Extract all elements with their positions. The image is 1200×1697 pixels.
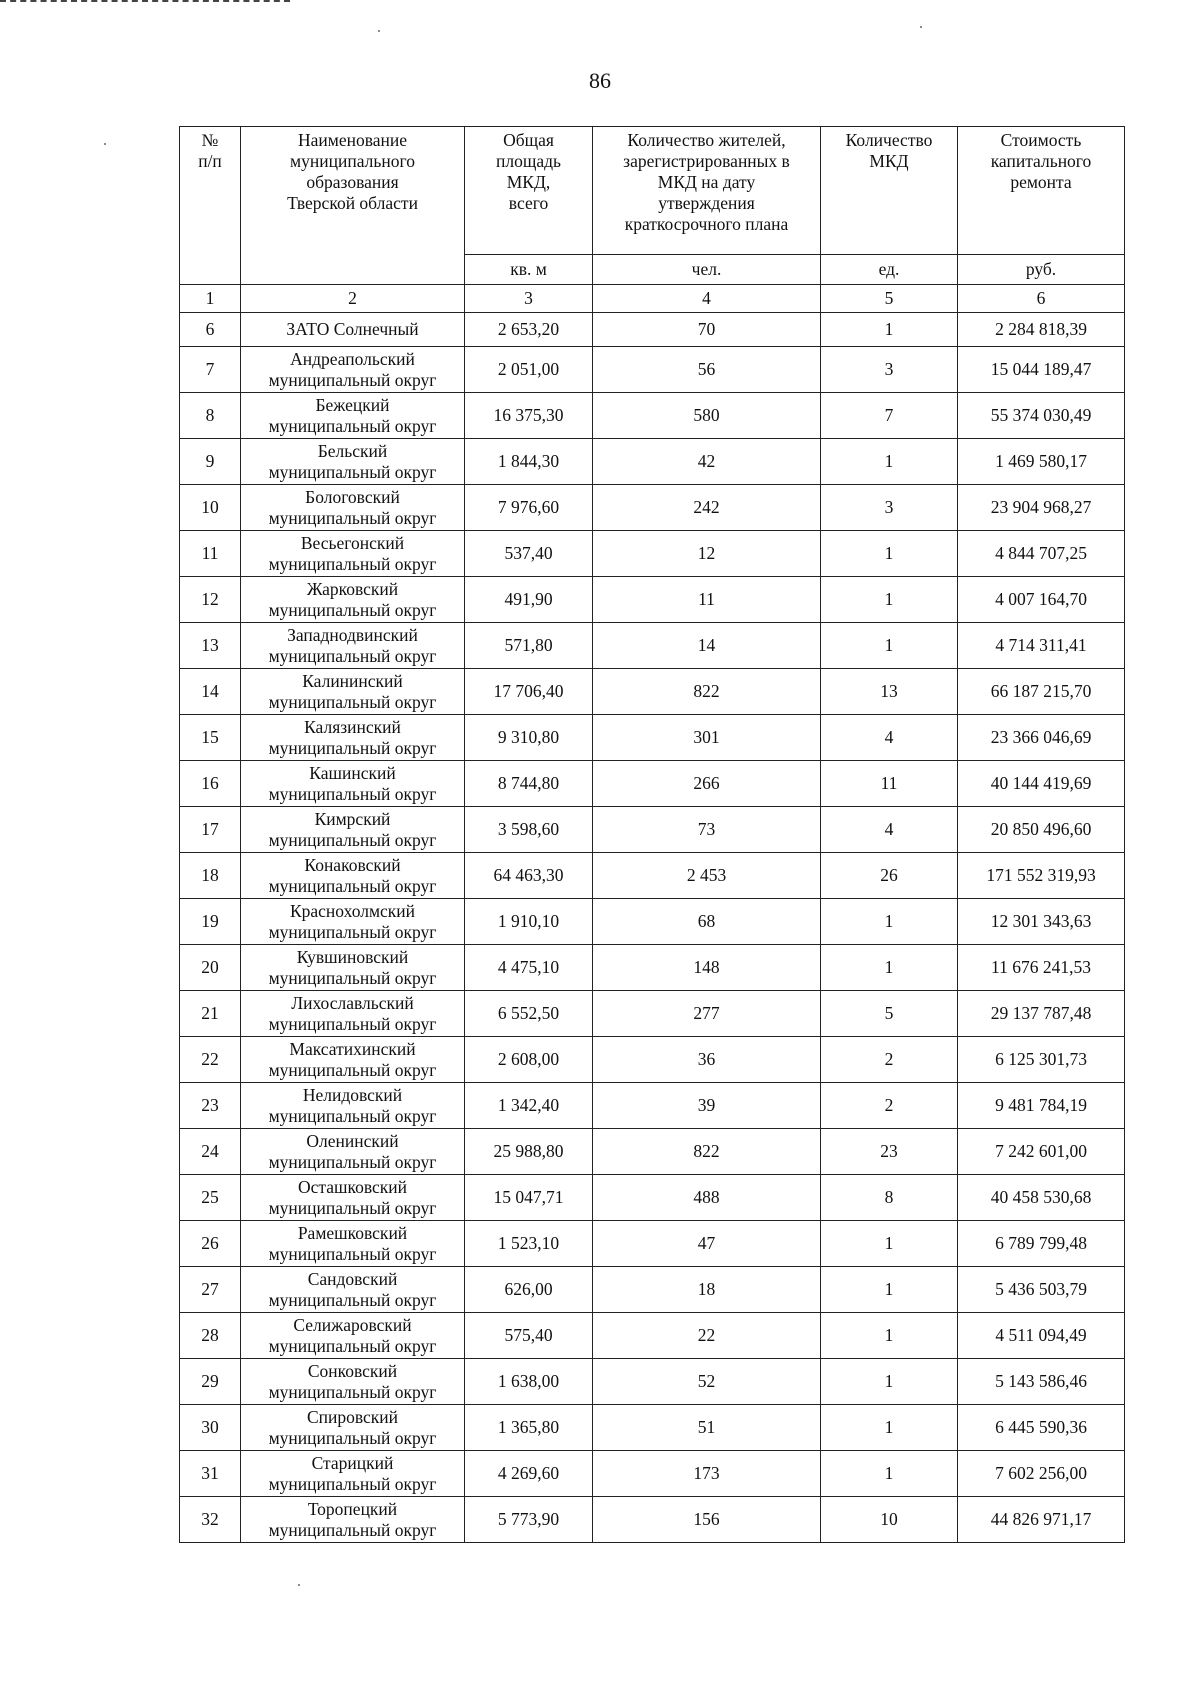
area-cell: 1 910,10 [465, 899, 593, 945]
header-line: муниципального [290, 151, 415, 171]
table-row [180, 807, 1125, 853]
header-line: Стоимость [1000, 130, 1082, 150]
municipality-name-cell [241, 669, 465, 715]
row-number-cell: 12 [180, 577, 241, 623]
mkd-count-cell: 7 [821, 393, 958, 439]
area-cell: 15 047,71 [465, 1175, 593, 1221]
area-cell: 7 976,60 [465, 485, 593, 531]
table-row [180, 945, 1125, 991]
municipality-name-line: Спировский [306, 1407, 399, 1428]
area-cell: 6 552,50 [465, 991, 593, 1037]
mkd-count-cell: 26 [821, 853, 958, 899]
header-cell-mkd-count [821, 127, 958, 255]
table-row [180, 1175, 1125, 1221]
municipality-name-line: Максатихинский [289, 1039, 416, 1060]
cost-cell: 171 552 319,93 [958, 853, 1125, 899]
scan-speck [104, 143, 106, 145]
municipality-name-cell [241, 313, 465, 347]
municipality-name-line: Западнодвинский [287, 625, 418, 646]
residents-cell: 18 [593, 1267, 821, 1313]
municipality-name-cell [241, 1083, 465, 1129]
mkd-count-cell: 1 [821, 623, 958, 669]
table-row [180, 1405, 1125, 1451]
mkd-count-cell: 3 [821, 485, 958, 531]
unit-residents: чел. [593, 255, 821, 285]
area-cell: 17 706,40 [465, 669, 593, 715]
cost-cell: 5 436 503,79 [958, 1267, 1125, 1313]
mkd-count-cell: 1 [821, 945, 958, 991]
area-cell: 2 051,00 [465, 347, 593, 393]
municipality-name-cell [241, 1313, 465, 1359]
mkd-count-cell: 13 [821, 669, 958, 715]
municipality-name-line: Рамешковский [297, 1223, 408, 1244]
municipality-name-line: Бологовский [305, 487, 400, 508]
residents-cell: 56 [593, 347, 821, 393]
table-row [180, 761, 1125, 807]
row-number-cell: 13 [180, 623, 241, 669]
page-number: 86 [589, 68, 611, 93]
mkd-count-cell: 1 [821, 1405, 958, 1451]
mkd-count-cell: 1 [821, 899, 958, 945]
municipality-name-cell [241, 485, 465, 531]
residents-cell: 266 [593, 761, 821, 807]
area-cell: 1 342,40 [465, 1083, 593, 1129]
residents-cell: 68 [593, 899, 821, 945]
row-number-cell: 7 [180, 347, 241, 393]
municipality-name-line: муниципальный округ [268, 1519, 437, 1540]
mkd-count-cell: 1 [821, 313, 958, 347]
cost-cell: 11 676 241,53 [958, 945, 1125, 991]
municipality-name-line: муниципальный округ [268, 875, 437, 896]
residents-cell: 42 [593, 439, 821, 485]
municipality-name-line: Бельский [317, 441, 388, 462]
row-number-cell: 6 [180, 313, 241, 347]
mkd-count-cell: 8 [821, 1175, 958, 1221]
residents-cell: 36 [593, 1037, 821, 1083]
row-number-cell: 22 [180, 1037, 241, 1083]
capital-repair-table [179, 126, 1125, 1543]
header-cell-residents [593, 127, 821, 255]
municipality-name-cell [241, 807, 465, 853]
mkd-count-cell: 1 [821, 1267, 958, 1313]
municipality-name-line: Оленинский [306, 1131, 399, 1152]
cost-cell: 6 789 799,48 [958, 1221, 1125, 1267]
table-row [180, 485, 1125, 531]
municipality-name-line: муниципальный округ [268, 1381, 437, 1402]
header-line: п/п [198, 151, 222, 171]
area-cell: 3 598,60 [465, 807, 593, 853]
row-number-cell: 25 [180, 1175, 241, 1221]
cost-cell: 29 137 787,48 [958, 991, 1125, 1037]
cost-cell: 9 481 784,19 [958, 1083, 1125, 1129]
table-row [180, 853, 1125, 899]
header-line: Общая [503, 130, 554, 150]
municipality-name-line: муниципальный округ [268, 737, 437, 758]
residents-cell: 52 [593, 1359, 821, 1405]
scan-speck [298, 1584, 300, 1586]
unit-mkd: ед. [821, 255, 958, 285]
mkd-count-cell: 2 [821, 1083, 958, 1129]
area-cell: 626,00 [465, 1267, 593, 1313]
mkd-count-cell: 11 [821, 761, 958, 807]
municipality-name-line: муниципальный округ [268, 415, 437, 436]
table-row [180, 899, 1125, 945]
mkd-count-cell: 4 [821, 807, 958, 853]
municipality-name-line: муниципальный округ [268, 1473, 437, 1494]
municipality-name-line: Конаковский [304, 855, 401, 876]
table-row [180, 1451, 1125, 1497]
residents-cell: 22 [593, 1313, 821, 1359]
municipality-name-cell [241, 899, 465, 945]
header-line: утверждения [658, 193, 755, 213]
row-number-cell: 19 [180, 899, 241, 945]
cost-cell: 23 366 046,69 [958, 715, 1125, 761]
residents-cell: 2 453 [593, 853, 821, 899]
header-row [180, 127, 1125, 255]
row-number-cell: 16 [180, 761, 241, 807]
municipality-name-cell [241, 1175, 465, 1221]
cost-cell: 23 904 968,27 [958, 485, 1125, 531]
municipality-name-line: муниципальный округ [268, 1427, 437, 1448]
municipality-name-line: муниципальный округ [268, 369, 437, 390]
table-row [180, 347, 1125, 393]
area-cell: 537,40 [465, 531, 593, 577]
municipality-name-line: муниципальный округ [268, 967, 437, 988]
unit-cost: руб. [958, 255, 1125, 285]
municipality-name-cell [241, 1037, 465, 1083]
residents-cell: 277 [593, 991, 821, 1037]
header-line: всего [508, 193, 549, 213]
row-number-cell: 14 [180, 669, 241, 715]
municipality-name-line: ЗАТО Солнечный [286, 319, 419, 340]
cost-cell: 4 844 707,25 [958, 531, 1125, 577]
table-row [180, 623, 1125, 669]
table-row [180, 577, 1125, 623]
table-row [180, 991, 1125, 1037]
row-number-cell: 17 [180, 807, 241, 853]
table-row [180, 1267, 1125, 1313]
header-cell-area [465, 127, 593, 255]
row-number-cell: 30 [180, 1405, 241, 1451]
mkd-count-cell: 4 [821, 715, 958, 761]
row-number-cell: 32 [180, 1497, 241, 1543]
area-cell: 491,90 [465, 577, 593, 623]
column-number: 1 [180, 285, 241, 313]
cost-cell: 55 374 030,49 [958, 393, 1125, 439]
header-line: Количество [845, 130, 933, 150]
area-cell: 571,80 [465, 623, 593, 669]
residents-cell: 39 [593, 1083, 821, 1129]
municipality-name-line: муниципальный округ [268, 461, 437, 482]
table-row [180, 1129, 1125, 1175]
table-row [180, 531, 1125, 577]
row-number-cell: 24 [180, 1129, 241, 1175]
residents-cell: 51 [593, 1405, 821, 1451]
row-number-cell: 29 [180, 1359, 241, 1405]
column-number: 3 [465, 285, 593, 313]
header-line: образования [306, 172, 399, 192]
table-row [180, 313, 1125, 347]
municipality-name-line: Краснохолмский [289, 901, 416, 922]
row-number-cell: 20 [180, 945, 241, 991]
municipality-name-line: Сандовский [307, 1269, 398, 1290]
mkd-count-cell: 1 [821, 577, 958, 623]
mkd-count-cell: 2 [821, 1037, 958, 1083]
table-row [180, 669, 1125, 715]
municipality-name-cell [241, 1497, 465, 1543]
municipality-name-line: Осташковский [297, 1177, 408, 1198]
cost-cell: 7 242 601,00 [958, 1129, 1125, 1175]
municipality-name-line: муниципальный округ [268, 1151, 437, 1172]
cost-cell: 66 187 215,70 [958, 669, 1125, 715]
header-cell-number [180, 127, 241, 285]
municipality-name-line: муниципальный округ [268, 1335, 437, 1356]
area-cell: 2 608,00 [465, 1037, 593, 1083]
residents-cell: 488 [593, 1175, 821, 1221]
header-line: МКД, [506, 172, 551, 192]
cost-cell: 5 143 586,46 [958, 1359, 1125, 1405]
column-number: 4 [593, 285, 821, 313]
header-line: площадь [496, 151, 561, 171]
area-cell: 25 988,80 [465, 1129, 593, 1175]
municipality-name-line: Весьегонский [300, 533, 405, 554]
table-row [180, 715, 1125, 761]
header-line: ремонта [1010, 172, 1072, 192]
municipality-name-line: Жарковский [306, 579, 399, 600]
column-number: 6 [958, 285, 1125, 313]
municipality-name-line: муниципальный округ [268, 599, 437, 620]
table-row [180, 1313, 1125, 1359]
area-cell: 5 773,90 [465, 1497, 593, 1543]
header-line: капитального [990, 151, 1092, 171]
municipality-name-line: муниципальный округ [268, 645, 437, 666]
area-cell: 1 844,30 [465, 439, 593, 485]
municipality-name-cell [241, 577, 465, 623]
header-line: МКД на дату [657, 172, 756, 192]
mkd-count-cell: 5 [821, 991, 958, 1037]
row-number-cell: 23 [180, 1083, 241, 1129]
header-cell-municipality [241, 127, 465, 285]
residents-cell: 301 [593, 715, 821, 761]
municipality-name-cell [241, 853, 465, 899]
municipality-name-cell [241, 715, 465, 761]
municipality-name-cell [241, 1405, 465, 1451]
area-cell: 64 463,30 [465, 853, 593, 899]
cost-cell: 7 602 256,00 [958, 1451, 1125, 1497]
municipality-name-line: муниципальный округ [268, 691, 437, 712]
mkd-count-cell: 1 [821, 1313, 958, 1359]
residents-cell: 148 [593, 945, 821, 991]
area-cell: 575,40 [465, 1313, 593, 1359]
table-row [180, 1083, 1125, 1129]
scan-edge-mark [0, 0, 290, 4]
mkd-count-cell: 1 [821, 1359, 958, 1405]
table-row [180, 393, 1125, 439]
municipality-name-line: Кувшиновский [296, 947, 409, 968]
municipality-name-cell [241, 1451, 465, 1497]
mkd-count-cell: 1 [821, 1451, 958, 1497]
mkd-count-cell: 1 [821, 531, 958, 577]
residents-cell: 70 [593, 313, 821, 347]
cost-cell: 6 125 301,73 [958, 1037, 1125, 1083]
cost-cell: 44 826 971,17 [958, 1497, 1125, 1543]
header-line: МКД [869, 151, 909, 171]
municipality-name-cell [241, 393, 465, 439]
area-cell: 1 638,00 [465, 1359, 593, 1405]
area-cell: 2 653,20 [465, 313, 593, 347]
municipality-name-line: муниципальный округ [268, 1013, 437, 1034]
area-cell: 8 744,80 [465, 761, 593, 807]
residents-cell: 11 [593, 577, 821, 623]
municipality-name-line: Бежецкий [315, 395, 390, 416]
residents-cell: 580 [593, 393, 821, 439]
residents-cell: 14 [593, 623, 821, 669]
row-number-cell: 15 [180, 715, 241, 761]
municipality-name-line: Калининский [302, 671, 403, 692]
area-cell: 9 310,80 [465, 715, 593, 761]
cost-cell: 6 445 590,36 [958, 1405, 1125, 1451]
municipality-name-line: Кашинский [309, 763, 396, 784]
table-row [180, 439, 1125, 485]
municipality-name-cell [241, 623, 465, 669]
area-cell: 1 523,10 [465, 1221, 593, 1267]
header-line: № [201, 130, 219, 150]
unit-area: кв. м [465, 255, 593, 285]
residents-cell: 12 [593, 531, 821, 577]
header-line: Количество жителей, [627, 130, 786, 150]
municipality-name-line: муниципальный округ [268, 1059, 437, 1080]
municipality-name-line: Андреапольский [290, 349, 415, 370]
cost-cell: 40 144 419,69 [958, 761, 1125, 807]
municipality-name-cell [241, 1129, 465, 1175]
municipality-name-cell [241, 1221, 465, 1267]
mkd-count-cell: 1 [821, 1221, 958, 1267]
row-number-cell: 18 [180, 853, 241, 899]
municipality-name-line: муниципальный округ [268, 507, 437, 528]
row-number-cell: 31 [180, 1451, 241, 1497]
municipality-name-line: муниципальный округ [268, 829, 437, 850]
mkd-count-cell: 1 [821, 439, 958, 485]
municipality-name-line: Кимрский [314, 809, 391, 830]
mkd-count-cell: 3 [821, 347, 958, 393]
row-number-cell: 11 [180, 531, 241, 577]
scan-speck [378, 30, 380, 32]
municipality-name-line: Калязинский [304, 717, 401, 738]
area-cell: 1 365,80 [465, 1405, 593, 1451]
row-number-cell: 9 [180, 439, 241, 485]
municipality-name-line: Лихославльский [291, 993, 414, 1014]
residents-cell: 173 [593, 1451, 821, 1497]
municipality-name-cell [241, 531, 465, 577]
row-number-cell: 26 [180, 1221, 241, 1267]
area-cell: 16 375,30 [465, 393, 593, 439]
mkd-count-cell: 10 [821, 1497, 958, 1543]
cost-cell: 20 850 496,60 [958, 807, 1125, 853]
municipality-name-cell [241, 945, 465, 991]
area-cell: 4 475,10 [465, 945, 593, 991]
header-line: зарегистрированных в [623, 151, 790, 171]
cost-cell: 12 301 343,63 [958, 899, 1125, 945]
residents-cell: 822 [593, 1129, 821, 1175]
cost-cell: 2 284 818,39 [958, 313, 1125, 347]
municipality-name-line: муниципальный округ [268, 1197, 437, 1218]
row-number-cell: 10 [180, 485, 241, 531]
header-line: краткосрочного плана [624, 214, 789, 234]
municipality-name-cell [241, 347, 465, 393]
mkd-count-cell: 23 [821, 1129, 958, 1175]
residents-cell: 47 [593, 1221, 821, 1267]
column-number: 5 [821, 285, 958, 313]
residents-cell: 73 [593, 807, 821, 853]
row-number-cell: 27 [180, 1267, 241, 1313]
municipality-name-line: муниципальный округ [268, 1289, 437, 1310]
residents-cell: 156 [593, 1497, 821, 1543]
cost-cell: 15 044 189,47 [958, 347, 1125, 393]
cost-cell: 4 511 094,49 [958, 1313, 1125, 1359]
table-body [180, 313, 1125, 1543]
residents-cell: 822 [593, 669, 821, 715]
header-line: Тверской области [287, 193, 418, 213]
table-row [180, 1221, 1125, 1267]
municipality-name-line: Нелидовский [302, 1085, 403, 1106]
municipality-name-cell [241, 1359, 465, 1405]
municipality-name-line: муниципальный округ [268, 1243, 437, 1264]
table-row [180, 1037, 1125, 1083]
row-number-cell: 21 [180, 991, 241, 1037]
header-line: Наименование [297, 130, 408, 150]
municipality-name-line: Торопецкий [307, 1499, 398, 1520]
row-number-cell: 8 [180, 393, 241, 439]
table-row [180, 1359, 1125, 1405]
cost-cell: 4 714 311,41 [958, 623, 1125, 669]
header-cell-cost [958, 127, 1125, 255]
cost-cell: 1 469 580,17 [958, 439, 1125, 485]
municipality-name-line: муниципальный округ [268, 553, 437, 574]
area-cell: 4 269,60 [465, 1451, 593, 1497]
row-number-cell: 28 [180, 1313, 241, 1359]
municipality-name-line: муниципальный округ [268, 921, 437, 942]
municipality-name-line: Селижаровский [293, 1315, 412, 1336]
municipality-name-cell [241, 439, 465, 485]
column-number: 2 [241, 285, 465, 313]
municipality-name-cell [241, 1267, 465, 1313]
scan-speck [920, 26, 922, 28]
cost-cell: 40 458 530,68 [958, 1175, 1125, 1221]
cost-cell: 4 007 164,70 [958, 577, 1125, 623]
municipality-name-line: Сонковский [307, 1361, 398, 1382]
municipality-name-line: муниципальный округ [268, 1105, 437, 1126]
column-numbers-row [180, 285, 1125, 313]
municipality-name-cell [241, 761, 465, 807]
municipality-name-cell [241, 991, 465, 1037]
residents-cell: 242 [593, 485, 821, 531]
municipality-name-line: Старицкий [311, 1453, 394, 1474]
municipality-name-line: муниципальный округ [268, 783, 437, 804]
table-row [180, 1497, 1125, 1543]
